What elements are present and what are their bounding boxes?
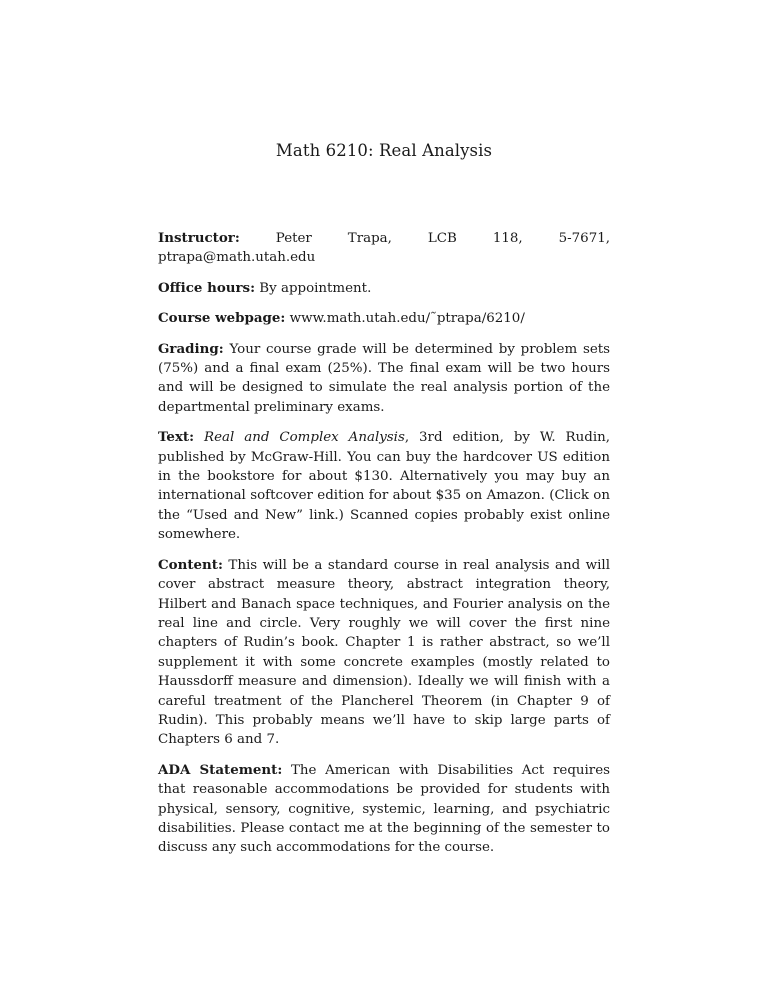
ada-label: ADA Statement: [158,761,283,778]
content-paragraph [158,556,610,750]
text-details: , 3rd edition, by W. Rudin, published by McGraw-Hill. You can buy the hardcover US edition in the bookstore for about $130. Alternatively you may buy an international softcover edition for about $35 on Amazon. (Click on the “Used and New” link.) Scanned copies probably exist online somewhere. [158,430,610,543]
book-title: Real and Complex Analysis [204,430,405,446]
office-hours-label: Office hours: [158,279,256,296]
office-hours-text: By appointment. [259,280,372,296]
syllabus-body [158,229,610,869]
ada-paragraph [158,761,610,858]
instructor-label: Instructor: [158,230,240,246]
webpage-url: www.math.utah.edu/˜ptrapa/6210/ [289,311,525,327]
instructor-paragraph [158,229,610,268]
text-paragraph [158,428,610,544]
content-label: Content: [158,556,223,573]
ada-text: The American with Disabilities Act requires that reasonable accommodations be provided for students with physical, sensory, cognitive, systemic, learning, and psychiatric disabilities. Please contact me at the beginning of the semester to discuss any such accommodations for the course. [158,762,611,856]
grading-label: Grading: [158,340,224,357]
office-hours-paragraph [158,279,610,298]
grading-text: Your course grade will be determined by problem sets (75%) and a final exam (25%). The final exam will be two hours and will be designed to simulate the real analysis portion of the departmental preliminary exams. [158,341,610,415]
content-text: This will be a standard course in real analysis and will cover abstract measure theory, abstract integration theory, Hilbert and Banach space techniques, and Fourier analysis on the real line and circle. Very roughly we will cover the first nine chapters of Rudin’s book. Chapter 1 is rather abstract, so we’ll supplement it with some concrete examples (mostly related to Haussdorff measure and dimension). Ideally we will finish with a careful treatment of the Plancherel Theorem (in Chapter 9 of Rudin). This probably means we’ll have to skip large parts of Chapters 6 and 7. [158,557,610,748]
webpage-label: Course webpage: [158,310,286,327]
page-title: Math 6210: Real Analysis [275,141,493,160]
grading-paragraph [158,340,610,418]
instructor-text: Peter Trapa, LCB 118, 5-7671, ptrapa@math.utah.edu [158,231,610,266]
text-label: Text: [158,429,195,446]
webpage-paragraph [158,309,610,328]
